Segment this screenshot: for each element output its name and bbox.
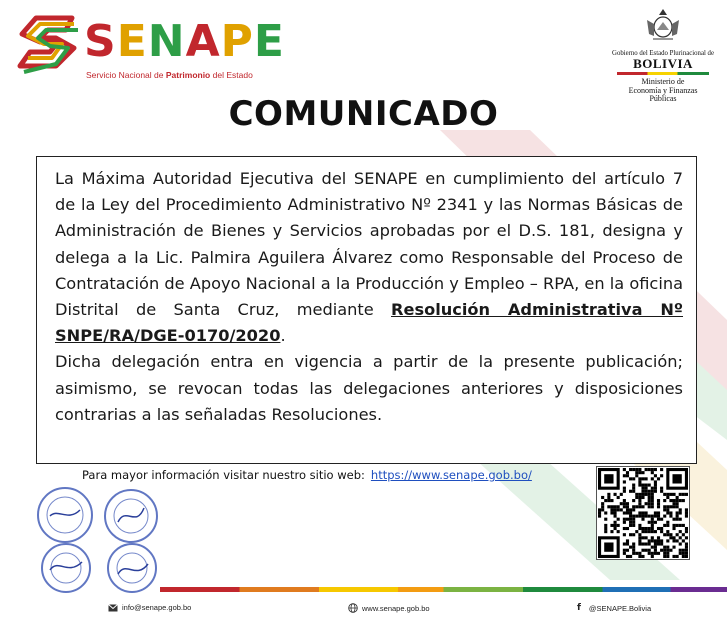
stamp-icon [102,488,160,544]
logo-subtitle: Servicio Nacional de Patrimonio del Estado [86,70,253,80]
globe-icon [348,603,358,613]
logo-letter: P [220,16,254,67]
stamp-icon [102,542,162,594]
logo-letter: N [147,16,186,67]
website-link[interactable]: https://www.senape.gob.bo/ [370,468,532,482]
page-title: COMUNICADO [228,94,499,134]
flag-stripe [617,72,709,75]
resolution-reference: Resolución Administrativa Nº SNPE/RA/DGE-0170/2020 [55,300,684,346]
statement-box [36,156,697,464]
footer-email [108,603,191,612]
logo-letter: E [116,16,148,67]
country-name: BOLIVIA [633,56,693,71]
more-info-label: Para mayor información visitar nuestro sitio web: [82,468,365,482]
qr-code-icon [598,468,688,558]
footer-email-text: info@senape.gob.bo [122,603,192,612]
ministry-line: Públicas [649,94,677,104]
senape-emblem-icon [16,12,84,84]
logo-letter: S [84,16,117,67]
qr-code [596,466,690,560]
envelope-icon [108,604,118,612]
footer-web [348,603,430,613]
more-info [82,468,532,482]
facebook-icon: f [577,603,581,613]
government-line: Gobierno del Estado Plurinacional de [612,50,714,57]
footer-color-stripe [160,587,727,592]
stamp-icon [36,486,94,544]
footer-facebook [577,603,651,613]
logo-letter: E [253,16,285,67]
statement-paragraph: La Máxima Autoridad Ejecutiva del SENAPE en cumplimiento del artículo 7 de la Ley del Procedimiento Administrativo Nº 2341 y las Normas Básicas de Administración de Bienes y Servicios aprobadas por el D.S. 181, designa y delega a la Lic. Palmira Aguilera Álvarez como Responsable del Proceso de Contratación de Apoyo Nacional a la Producción y Empleo – RPA, en la oficina Distrital de Santa Cruz, mediante Resolución Administrativa Nº SNPE/RA/DGE-0170/2020. [55,169,684,346]
stamp-icon [38,542,94,594]
bolivia-coat-of-arms-icon [643,6,683,44]
ministry-line: Ministerio de [641,77,685,86]
logo-letter: A [185,16,221,67]
ministry-line: Economía y Finanzas [628,85,698,95]
footer-facebook-text: @SENAPE.Bolivia [588,603,652,613]
logo-wordmark [84,16,285,68]
footer-web-text: www.senape.gob.bo [362,603,430,613]
statement-paragraph-2: Dicha delegación entra en vigencia a partir de la presente publicación; asimismo, se revocan todas las delegaciones anteriores y disposiciones contrarias a las señaladas Resoluciones. [55,352,683,424]
senape-logo [16,12,285,86]
